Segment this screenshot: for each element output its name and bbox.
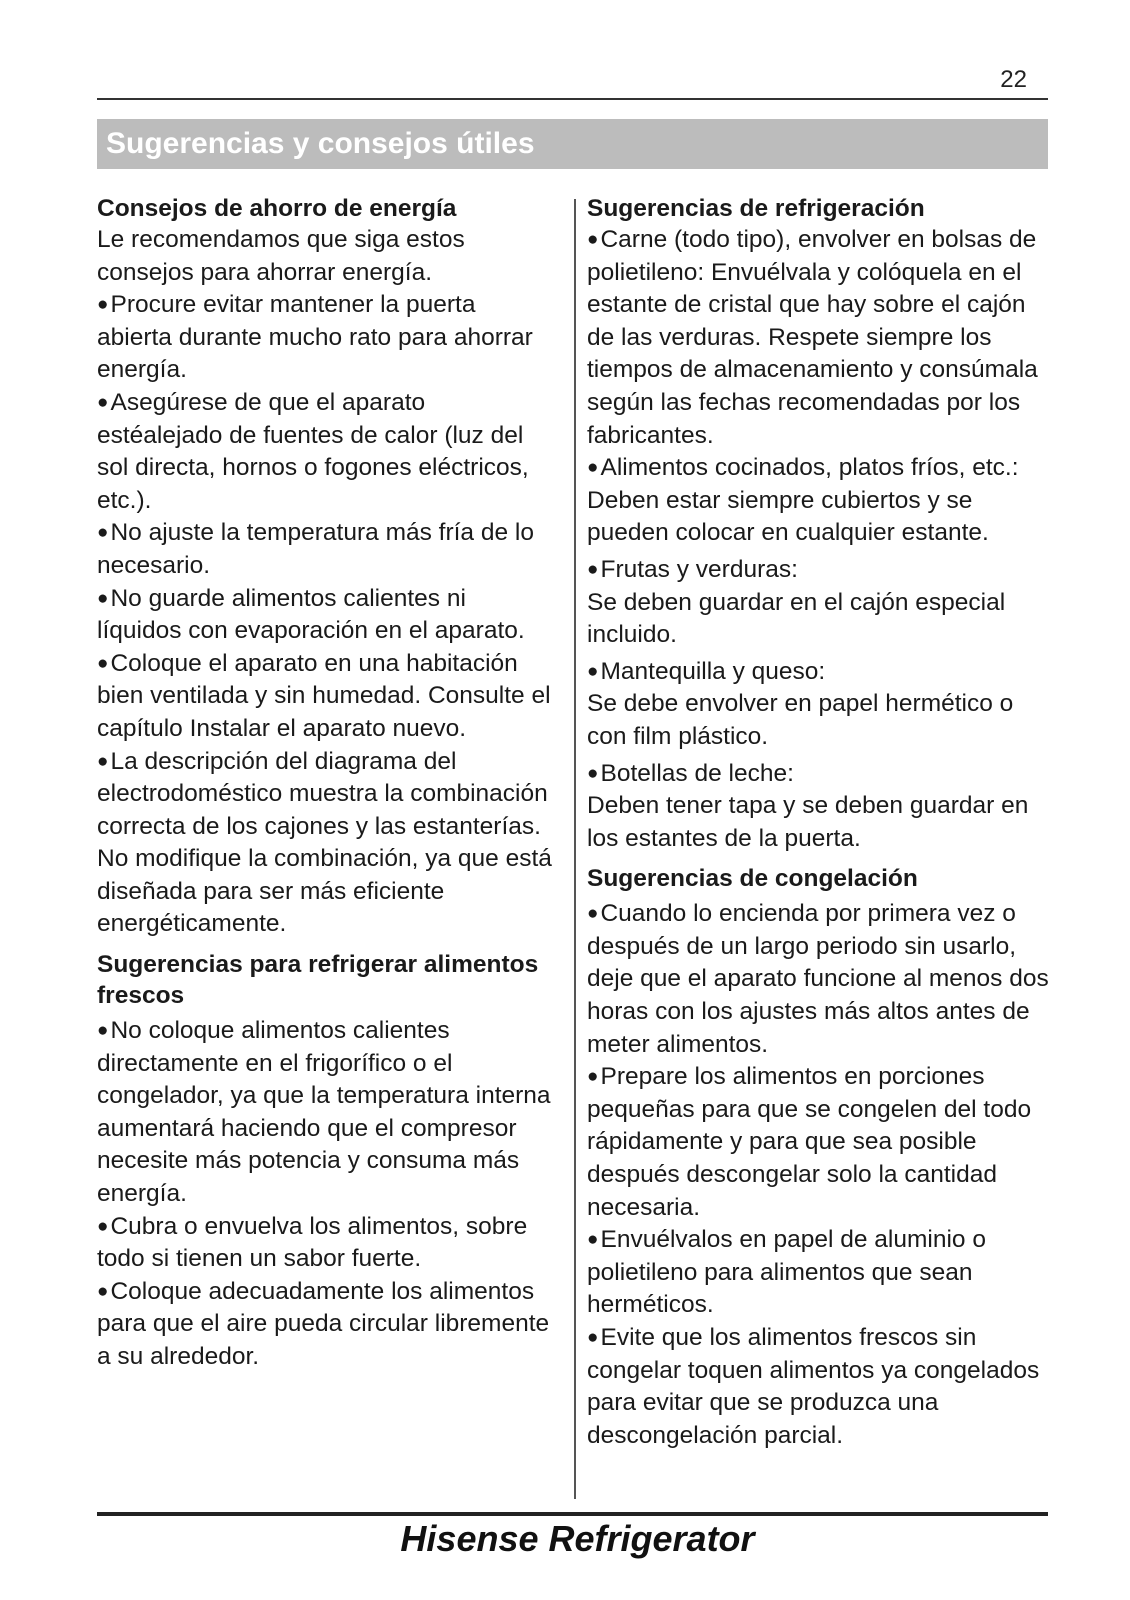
energy-heading: Consejos de ahorro de energía xyxy=(97,195,457,222)
refrigeration-tip: ● Carne (todo tipo), envolver en bolsas de polietileno: Envuélvala y colóquela en el estante de cristal que hay sobre el cajón de las verduras. Respete siempre los tiempos de almacenamiento y consúmala según las fechas recomendadas por los fabricantes. xyxy=(587,224,1057,452)
footer-rule xyxy=(97,1512,1048,1516)
fresh-food-heading: Sugerencias para refrigerar alimentos frescos xyxy=(97,951,539,1010)
fresh-food-tip: ● Coloque adecuadamente los alimentos para que el aire pueda circular libremente a su alrededor. xyxy=(97,1276,552,1374)
page-number: 22 xyxy=(1000,66,1027,93)
energy-tip: ● Asegúrese de que el aparato estéalejado de fuentes de calor (luz del sol directa, hornos o fogones eléctricos, etc.). xyxy=(97,387,552,517)
freezing-tip: ● Prepare los alimentos en porciones pequeñas para que se congelen del todo rápidamente y para que sea posible después descongelar solo la cantidad necesaria. xyxy=(587,1061,1057,1224)
fresh-food-tip: ● No coloque alimentos calientes directamente en el frigorífico o el congelador, ya que la temperatura interna aumentará haciendo que el compresor necesite más potencia y consuma más energía. xyxy=(97,1015,552,1211)
energy-intro: Le recomendamos que siga estos consejos para ahorrar energía. xyxy=(97,226,465,286)
refrigeration-item-text: Se debe envolver en papel hermético o con film plástico. xyxy=(587,690,1014,750)
energy-tip: ● Procure evitar mantener la puerta abierta durante mucho rato para ahorrar energía. xyxy=(97,289,552,387)
brand-text: Hisense Refrigerator xyxy=(400,1518,755,1559)
footer-brand xyxy=(0,1518,1130,1560)
section-banner xyxy=(97,119,1048,169)
refrigeration-item-label: ● Mantequilla y queso: xyxy=(587,656,1057,689)
column-divider xyxy=(574,199,576,1499)
section-title: Sugerencias y consejos útiles xyxy=(106,127,535,160)
freezing-tip: ● Cuando lo encienda por primera vez o después de un largo periodo sin usarlo, deje que el aparato funcione al menos dos horas con los ajustes más altos antes de meter alimentos. xyxy=(587,898,1057,1061)
energy-tip: ● No guarde alimentos calientes ni líquidos con evaporación en el aparato. xyxy=(97,583,552,648)
refrigeration-item-label: ● Botellas de leche: xyxy=(587,758,1057,791)
refrigeration-heading: Sugerencias de refrigeración xyxy=(587,195,925,222)
right-column xyxy=(587,193,1057,1452)
refrigeration-item-text: Se deben guardar en el cajón especial incluido. xyxy=(587,588,1006,649)
refrigeration-item-text: Deben tener tapa y se deben guardar en los estantes de la puerta. xyxy=(587,792,1029,852)
refrigeration-item-label: ● Frutas y verduras: xyxy=(587,554,1057,587)
freezing-tip: ● Evite que los alimentos frescos sin congelar toquen alimentos ya congelados para evitar que se produzca una descongelación parcial. xyxy=(587,1322,1057,1452)
energy-tip: ● La descripción del diagrama del electrodoméstico muestra la combinación correcta de los cajones y las estanterías. No modifique la combinación, ya que está diseñada para ser más eficiente energéticamente. xyxy=(97,746,552,942)
left-column xyxy=(97,193,552,1374)
energy-tip: ● Coloque el aparato en una habitación bien ventilada y sin humedad. Consulte el capítulo Instalar el aparato nuevo. xyxy=(97,648,552,746)
freezing-tip: ● Envuélvalos en papel de aluminio o polietileno para alimentos que sean herméticos. xyxy=(587,1224,1057,1322)
header-rule xyxy=(97,98,1048,100)
energy-tip: ● No ajuste la temperatura más fría de lo necesario. xyxy=(97,517,552,582)
fresh-food-tip: ● Cubra o envuelva los alimentos, sobre todo si tienen un sabor fuerte. xyxy=(97,1211,552,1276)
refrigeration-tip: ● Alimentos cocinados, platos fríos, etc.: Deben estar siempre cubiertos y se pueden colocar en cualquier estante. xyxy=(587,452,1057,550)
freezing-heading: Sugerencias de congelación xyxy=(587,865,918,893)
